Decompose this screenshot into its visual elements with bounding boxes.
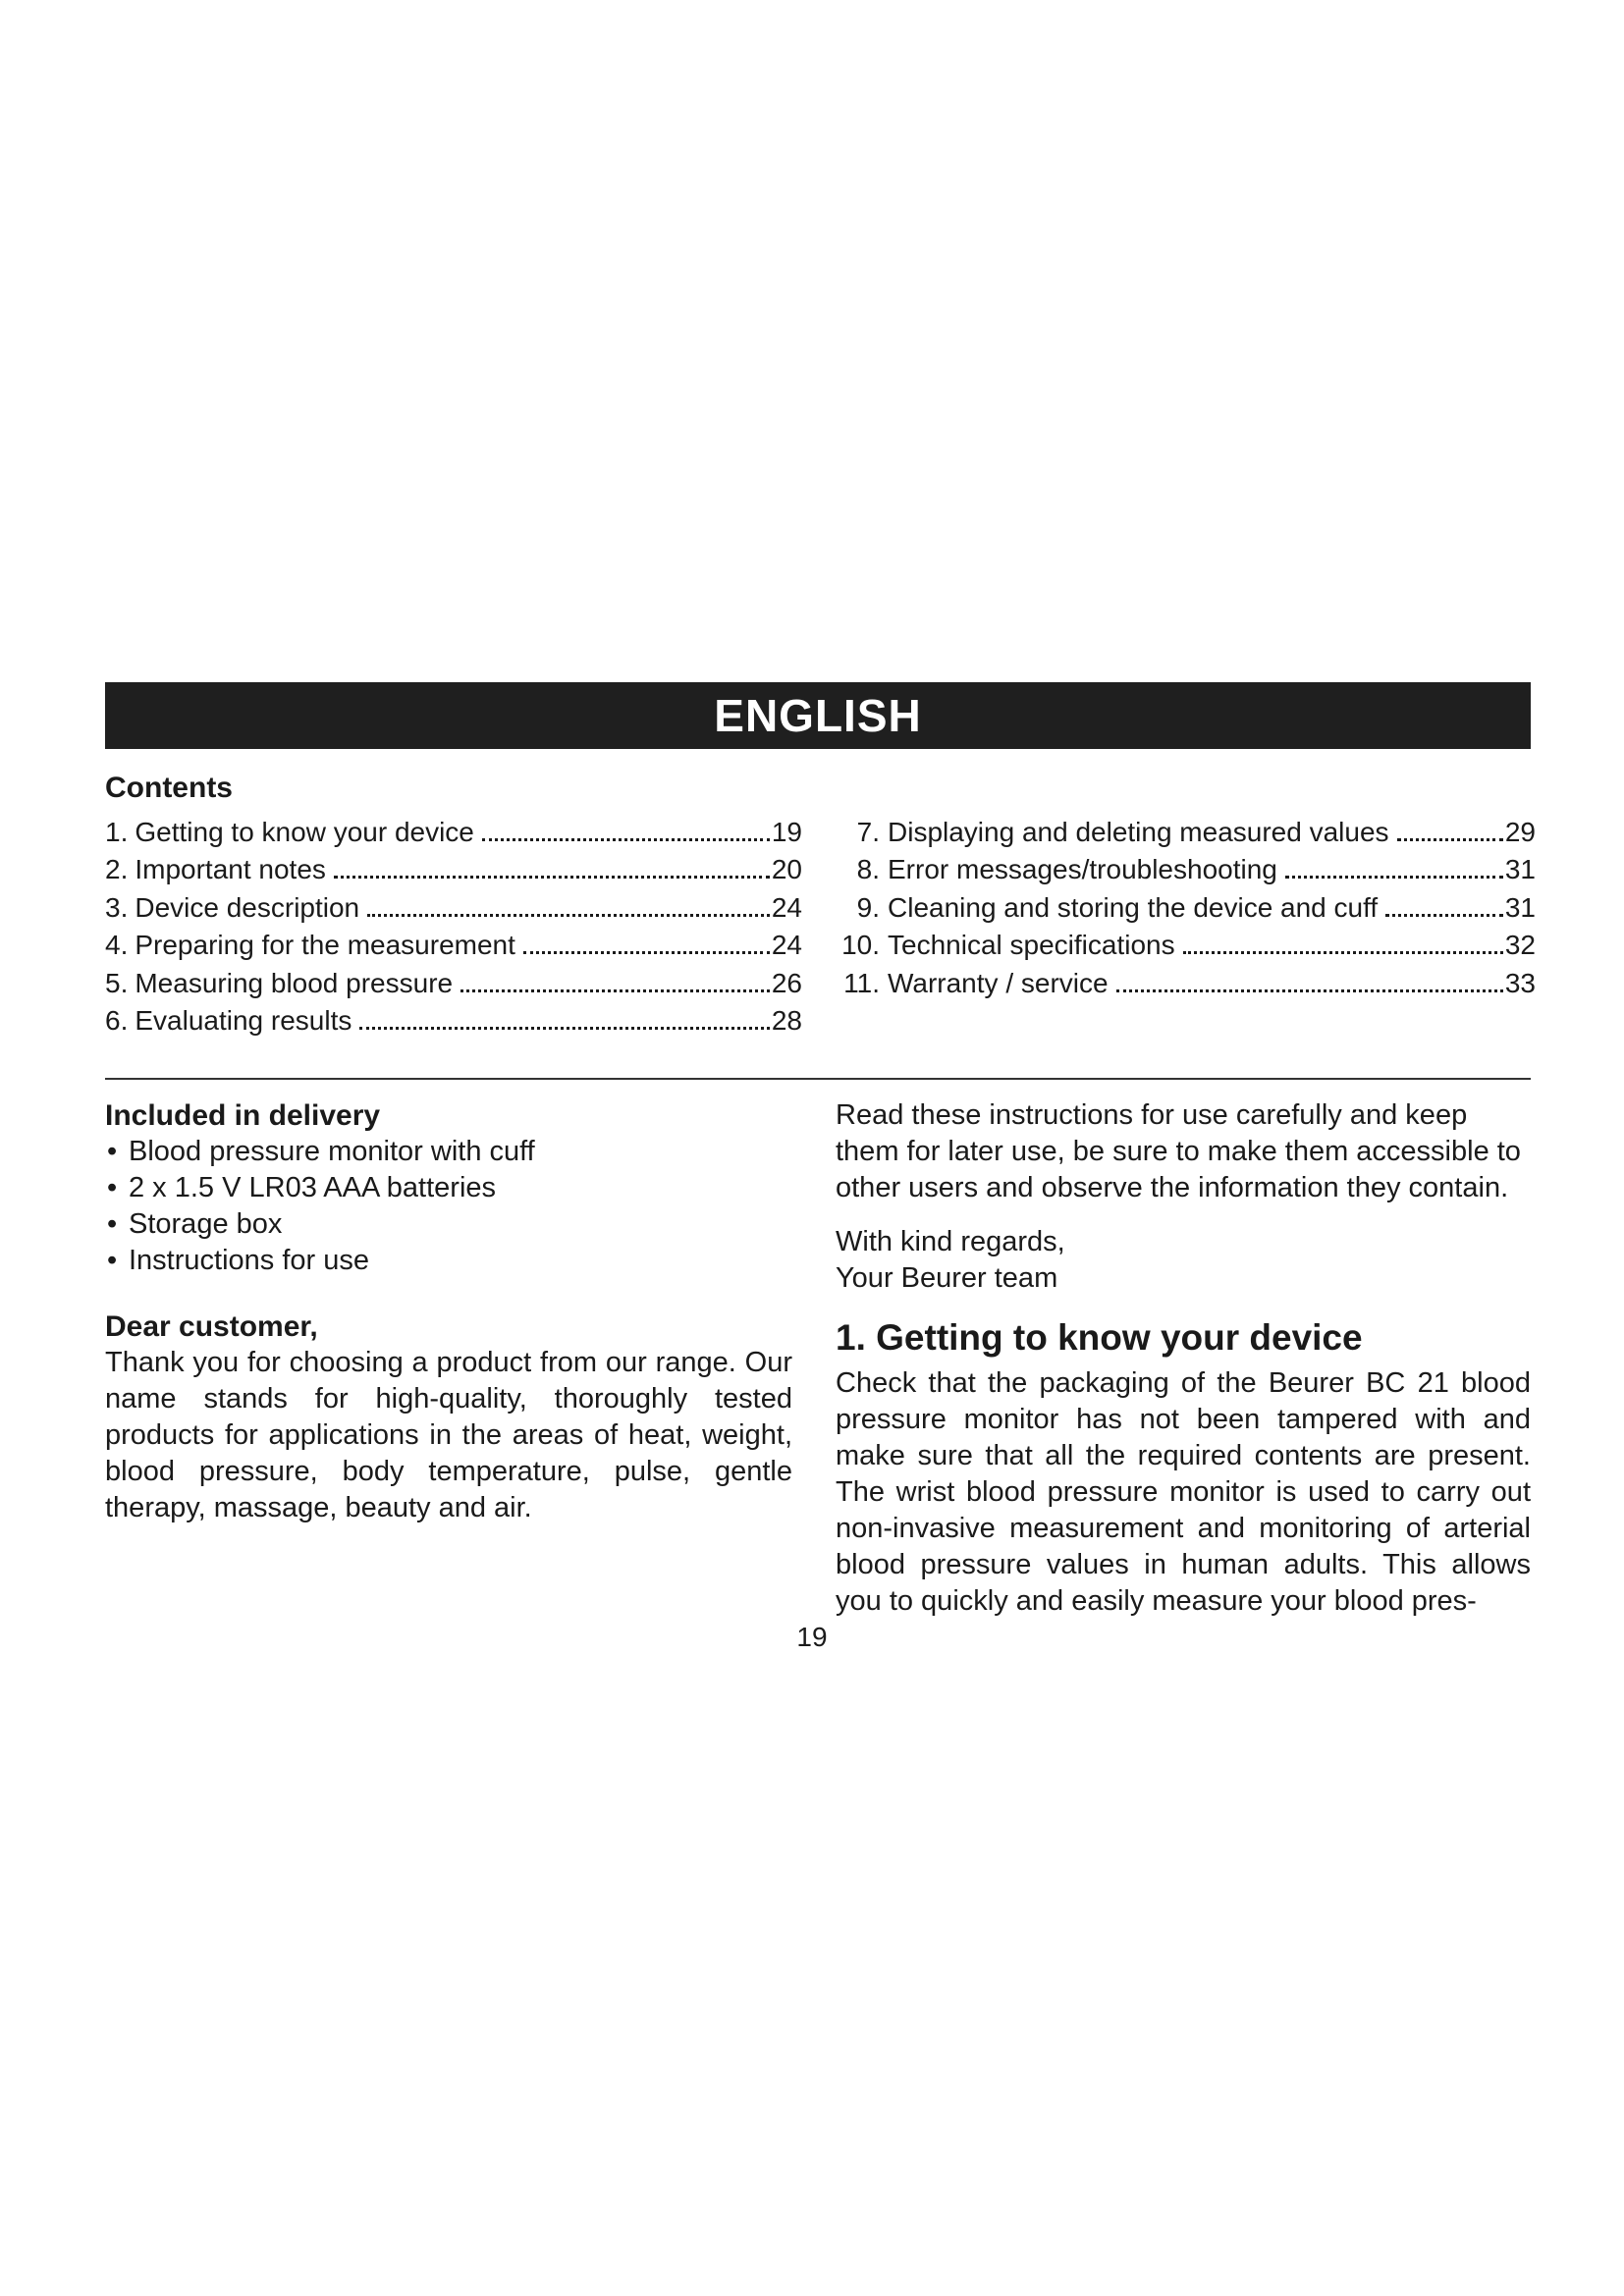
toc-right-column — [837, 817, 1536, 1005]
toc-number: 5. — [105, 967, 129, 998]
toc-entry[interactable] — [105, 930, 802, 967]
toc-entry[interactable] — [105, 1005, 802, 1042]
toc-label: Device description — [135, 891, 360, 923]
right-text-column — [836, 1097, 1531, 1620]
toc-page: 28 — [771, 1004, 802, 1036]
section-1-heading: 1. Getting to know your device — [836, 1317, 1363, 1358]
toc-entry[interactable] — [837, 930, 1536, 967]
toc-page: 31 — [1504, 891, 1536, 923]
toc-label: Displaying and deleting measured values — [888, 817, 1389, 847]
toc-left-column — [105, 817, 802, 1042]
toc-leader — [1285, 876, 1503, 879]
toc-number: 8. — [856, 854, 880, 885]
toc-number: 2. — [105, 854, 129, 885]
greeting-paragraph: Thank you for choosing a product from our range. Our name stands for high-quality, thoroughly tested products for applications in the areas of heat, weight, blood pressure, body temperature, pulse, gentle therapy, massage, beauty and air. — [105, 1347, 792, 1523]
language-title: ENGLISH — [714, 690, 922, 741]
toc-leader — [1397, 838, 1503, 841]
toc-leader — [482, 838, 770, 841]
toc-page: 33 — [1504, 967, 1536, 998]
list-item: • Blood pressure monitor with cuff — [105, 1134, 792, 1170]
toc-entry[interactable] — [837, 817, 1536, 854]
toc-entry[interactable] — [105, 892, 802, 930]
toc-number: 6. — [105, 1004, 129, 1036]
toc-entry[interactable] — [105, 854, 802, 891]
page-number: 19 — [796, 1622, 828, 1652]
toc-label: Cleaning and storing the device and cuff — [888, 891, 1379, 923]
toc-entry[interactable] — [105, 968, 802, 1005]
greeting-heading: Dear customer, — [105, 1310, 318, 1343]
toc-number: 10. — [841, 930, 880, 961]
toc-leader — [1116, 989, 1503, 992]
toc-label: Getting to know your device — [135, 817, 474, 847]
toc-leader — [334, 876, 770, 879]
toc-leader — [359, 1027, 769, 1030]
toc-number: 3. — [105, 891, 129, 923]
toc-number: 11. — [843, 967, 880, 998]
toc-label: Preparing for the measurement — [135, 930, 515, 961]
language-banner — [105, 682, 1531, 749]
toc-label: Warranty / service — [888, 967, 1109, 998]
delivery-heading: Included in delivery — [105, 1099, 381, 1132]
toc-label: Measuring blood pressure — [135, 967, 454, 998]
toc-entry[interactable] — [105, 817, 802, 854]
list-item: • Storage box — [105, 1206, 792, 1243]
toc-number: 7. — [856, 817, 880, 847]
toc-page: 24 — [771, 930, 802, 961]
section-divider — [105, 1078, 1531, 1080]
toc-label: Important notes — [135, 854, 326, 885]
toc-number: 4. — [105, 930, 129, 961]
delivery-list — [105, 1134, 792, 1279]
toc-entry[interactable] — [837, 854, 1536, 891]
left-text-column — [105, 1097, 792, 1526]
toc-label: Technical specifications — [888, 930, 1175, 961]
intro-paragraph: Read these instructions for use carefully and keep them for later use, be sure to make them accessible to other users and observe the information they contain. — [836, 1099, 1521, 1203]
regards-line: With kind regards, — [836, 1226, 1065, 1257]
toc-label: Evaluating results — [135, 1004, 352, 1036]
signature-line: Your Beurer team — [836, 1262, 1058, 1294]
toc-page: 31 — [1504, 854, 1536, 885]
toc-page: 20 — [771, 854, 802, 885]
list-item: • 2 x 1.5 V LR03 AAA batteries — [105, 1170, 792, 1206]
toc-number: 9. — [856, 891, 880, 923]
toc-leader — [367, 914, 770, 917]
toc-label: Error messages/troubleshooting — [888, 854, 1277, 885]
toc-page: 19 — [771, 817, 802, 847]
section-1-paragraph: Check that the packaging of the Beurer BC 21 blood pressure monitor has not been tampered with and make sure that all the required contents are present. The wrist blood pressure monitor is used to carry out non-invasive measurement and monitoring of arterial blood pressure values in human adults. This allows you to quickly and easily measure your blood pres- — [836, 1367, 1531, 1617]
toc-page: 24 — [771, 891, 802, 923]
toc-entry[interactable] — [837, 892, 1536, 930]
toc-page: 32 — [1504, 930, 1536, 961]
list-item: • Instructions for use — [105, 1243, 792, 1279]
toc-page: 29 — [1504, 817, 1536, 847]
toc-leader — [1183, 951, 1503, 954]
toc-entry[interactable] — [837, 968, 1536, 1005]
toc-leader — [1385, 914, 1503, 917]
toc-leader — [460, 989, 770, 992]
toc-number: 1. — [105, 817, 129, 847]
contents-heading: Contents — [105, 772, 233, 804]
toc-page: 26 — [771, 967, 802, 998]
toc-leader — [523, 951, 770, 954]
